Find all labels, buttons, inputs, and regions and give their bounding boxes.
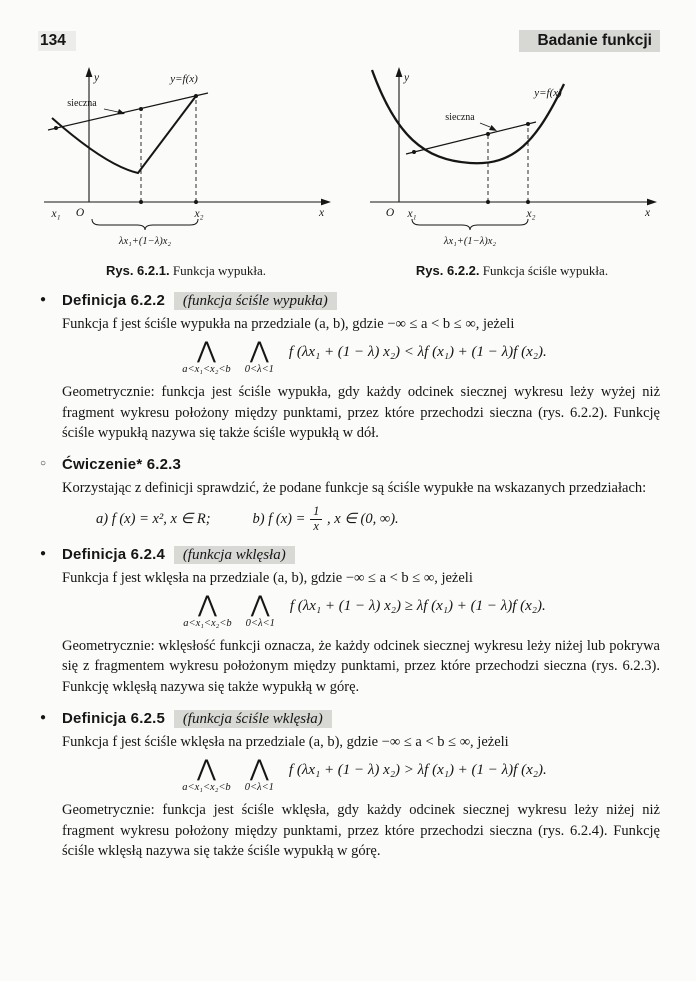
exercise-part-b-pre: b) f (x) =	[252, 510, 306, 527]
definition-heading	[62, 546, 660, 564]
forall-condition: 0<λ<1	[245, 618, 275, 630]
nary-and-icon: ⋀	[249, 338, 269, 365]
definition-intro: Funkcja f jest wklęsła na przedziale (a, b), gdzie −∞ ≤ a < b ≤ ∞, jeżeli	[62, 569, 473, 586]
y-axis-label: y	[94, 72, 100, 84]
forall-operator	[245, 758, 274, 793]
definition-number: Definicja 6.2.5	[62, 709, 166, 727]
running-head: Badanie funkcji	[519, 30, 660, 52]
figure-caption	[36, 263, 336, 279]
x2-label: x₂	[194, 208, 204, 220]
brace-label: λx₁+(1−λ)x₂	[118, 236, 172, 247]
exercise-part-b	[253, 505, 399, 532]
underbrace-icon	[412, 219, 528, 230]
figure-caption-text: Funkcja wypukła.	[172, 263, 266, 278]
open-bullet-icon: ○	[40, 458, 47, 470]
figure-caption-number: Rys. 6.2.2.	[415, 263, 480, 278]
nary-and-icon: ⋀	[197, 756, 216, 783]
definition-remark: Geometrycznie: funkcja jest ściśle wypukła, gdy każdy odcinek siecznej wykresu leży wyżej niż fragment wykresu położony między punktami, przez które przechodzi sieczna (rys. 6.2.2). Funkcję ściśle wypukłą nazywa się także ściśle wypukłą w dół.	[62, 384, 660, 441]
definition-intro: Funkcja f jest ściśle wklęsła na przedziale (a, b), gdzie −∞ ≤ a < b ≤ ∞, jeżeli	[62, 733, 509, 750]
forall-condition: 0<λ<1	[244, 364, 274, 376]
forall-condition: 0<λ<1	[244, 782, 274, 794]
nary-and-icon: ⋀	[197, 592, 217, 619]
x-axis-arrow-icon	[647, 199, 657, 206]
definition-formula	[62, 594, 660, 629]
figure-caption-number: Rys. 6.2.1.	[105, 263, 170, 278]
fraction	[310, 505, 322, 532]
brace-label: λx₁+(1−λ)x₂	[443, 236, 497, 247]
y-axis-label: y	[404, 72, 410, 84]
page-header	[38, 30, 660, 52]
secant-pointer-line	[104, 109, 118, 112]
y-axis-arrow-icon	[396, 67, 403, 77]
forall-operator	[182, 758, 230, 793]
bullet-icon: ●	[40, 711, 47, 723]
forall-operator	[245, 340, 274, 375]
secant-pointer-arrow-icon	[117, 109, 125, 115]
definition-heading	[62, 710, 660, 728]
figure-strictly-convex	[362, 64, 662, 279]
definition-subtitle: (funkcja wklęsła)	[174, 546, 295, 564]
axes	[44, 74, 324, 202]
definition-remark: Geometrycznie: wklęsłość funkcji oznacza, że każdy odcinek siecznej wykresu leży niżej lub pokrywa się z fragmentem wykresu położonym między punktami, przez które przechodzi sieczna (rys. 6.2.3). Funkcję wklęsłą nazywa się także wypukłą w górę.	[62, 638, 660, 695]
exercise-part-a: a) f (x) = x², x ∈ R;	[96, 510, 211, 527]
nary-and-icon: ⋀	[197, 338, 216, 365]
curve-label: y=f(x)	[534, 87, 562, 99]
fraction-denominator: x	[310, 519, 322, 533]
underbrace-icon	[92, 219, 198, 230]
figure-convex	[36, 64, 336, 279]
y-axis-arrow-icon	[86, 67, 93, 77]
secant-label: sieczna	[67, 98, 97, 109]
definition-subtitle: (funkcja ściśle wklęsła)	[174, 710, 332, 728]
formula-body: f (λx₁ + (1 − λ) x₂) > λf (x₁) + (1 − λ)f (x₂).	[288, 762, 547, 779]
definition-number: Definicja 6.2.4	[62, 545, 166, 563]
x-axis-label: x	[645, 207, 651, 219]
strictly-convex-function-plot	[362, 64, 662, 256]
definition-6-2-4	[38, 546, 660, 697]
exercise-part-b-post: , x ∈ (0, ∞).	[326, 510, 399, 527]
secant-pointer-arrow-icon	[489, 125, 497, 131]
dashed-guides	[141, 96, 196, 202]
convex-function-plot	[36, 64, 336, 256]
secant-line	[406, 122, 536, 154]
definition-heading	[62, 292, 660, 310]
forall-condition: a<x₁<x₂<b	[183, 618, 232, 630]
forall-condition: a<x₁<x₂<b	[182, 364, 231, 376]
definition-6-2-2	[38, 292, 660, 443]
definition-remark: Geometrycznie: funkcja jest ściśle wklęsła, gdy każdy odcinek siecznej wykresu leży niżej niż fragment wykresu położony między punktami, przez które przechodzi sieczna (rys. 6.2.4). Funkcję ściśle wklęsłą nazywa się także ściśle wypukłą w górę.	[62, 802, 660, 859]
formula-body: f (λx₁ + (1 − λ) x₂) ≥ λf (x₁) + (1 − λ)f (x₂).	[289, 598, 546, 615]
forall-operator	[182, 340, 230, 375]
dashed-guides	[488, 124, 528, 202]
exercise-number: Ćwiczenie* 6.2.3	[62, 456, 182, 474]
exercise-intro: Korzystając z definicji sprawdzić, że podane funkcje są ściśle wypukłe na wskazanych przedziałach:	[62, 480, 647, 497]
exercise-parts	[96, 505, 660, 532]
figures-row	[38, 64, 660, 279]
x-axis-label: x	[319, 207, 325, 219]
figure-caption-text: Funkcja ściśle wypukła.	[482, 263, 609, 278]
forall-operator	[246, 594, 275, 629]
definition-number: Definicja 6.2.2	[62, 292, 166, 309]
point-dots	[54, 94, 198, 204]
origin-label: O	[385, 207, 395, 219]
curve-label: y=f(x)	[170, 73, 198, 85]
definition-6-2-5	[38, 710, 660, 861]
secant-pointer-line	[480, 123, 490, 127]
fraction-numerator: 1	[313, 504, 320, 519]
exercise-6-2-3	[38, 456, 660, 533]
definition-subtitle: (funkcja ściśle wypukła)	[174, 292, 337, 310]
x1-label: x₁	[51, 208, 61, 220]
nary-and-icon: ⋀	[249, 756, 269, 783]
x1-label: x₁	[407, 208, 417, 220]
secant-label: sieczna	[445, 112, 475, 123]
nary-and-icon: ⋀	[250, 592, 270, 619]
forall-condition: a<x₁<x₂<b	[182, 782, 231, 794]
bullet-icon: ●	[40, 547, 47, 559]
forall-operator	[183, 594, 231, 629]
definition-formula	[62, 340, 660, 375]
definition-intro: Funkcja f jest ściśle wypukła na przedziale (a, b), gdzie −∞ ≤ a < b ≤ ∞, jeżeli	[62, 316, 515, 332]
origin-label: O	[75, 207, 85, 219]
x-axis-arrow-icon	[321, 199, 331, 206]
definition-formula	[62, 758, 660, 793]
page-number: 134	[38, 31, 76, 51]
figure-caption	[362, 263, 662, 279]
bullet-icon: ●	[40, 294, 47, 305]
formula-body: f (λx₁ + (1 − λ) x₂) < λf (x₁) + (1 − λ)f (x₂).	[288, 344, 547, 361]
exercise-heading	[62, 456, 660, 474]
x2-label: x₂	[526, 208, 536, 220]
